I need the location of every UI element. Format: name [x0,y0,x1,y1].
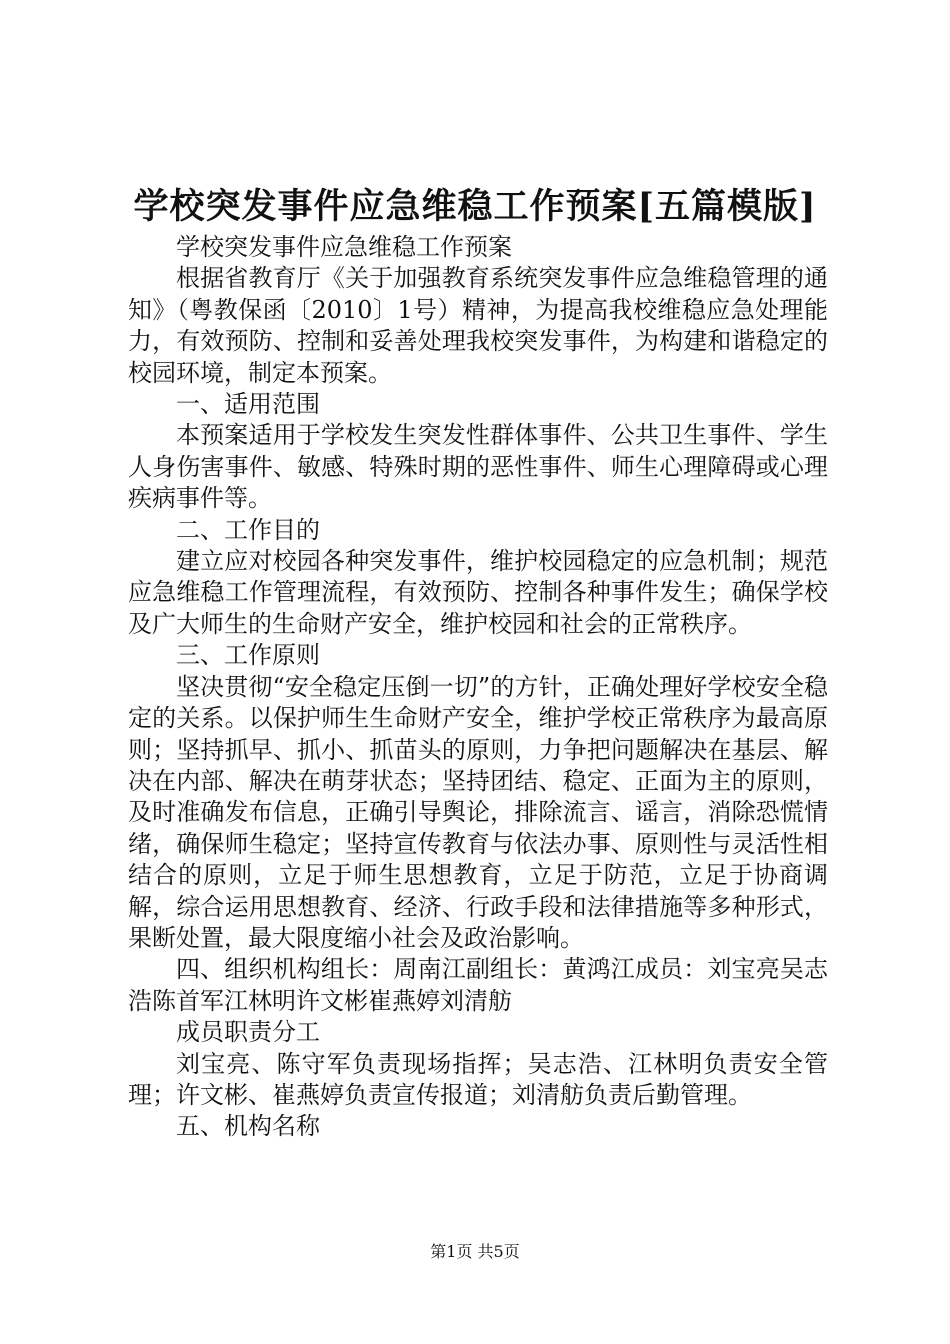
subtitle-paragraph: 学校突发事件应急维稳工作预案 [176,233,512,261]
intro-paragraph: 根据省教育厅《关于加强教育系统突发事件应急维稳管理的通知》（粤教保函〔2010〕1号）精神，为提高我校维稳应急处理能力，有效预防、控制和妥善处理我校突发事件，为构建和谐稳定的校园环境，制定本预案。 [128,264,828,387]
section-heading-scope: 一、适用范围 [176,390,320,419]
organization-paragraph: 四、组织机构组长：周南江副组长：黄鸿江成员：刘宝亮吴志浩陈首军江林明许文彬崔燕婷刘清舫 [128,955,828,1015]
purpose-paragraph: 建立应对校园各种突发事件，维护校园稳定的应急机制；规范应急维稳工作管理流程，有效预防、控制各种事件发生；确保学校及广大师生的生命财产安全，维护校园和社会的正常秩序。 [128,547,828,638]
section-heading-name: 五、机构名称 [176,1112,320,1141]
duties-heading: 成员职责分工 [176,1018,320,1047]
page-number: 第1页 共5页 [430,1242,520,1261]
scope-paragraph: 本预案适用于学校发生突发性群体事件、公共卫生事件、学生人身伤害事件、敏感、特殊时期的恶性事件、师生心理障碍或心理疾病事件等。 [128,421,828,513]
section-heading-purpose: 二、工作目的 [176,515,320,544]
document-title: 学校突发事件应急维稳工作预案[五篇模版] [133,186,817,227]
principles-paragraph: 坚决贯彻“安全稳定压倒一切”的方针，正确处理好学校安全稳定的关系。以保护师生生命财产安全，维护学校正常秩序为最高原则；坚持抓早、抓小、抓苗头的原则，力争把问题解决在基层、解决在内部、解决在萌芽状态；坚持团结、稳定、正面为主的原则，及时准确发布信息，正确引导舆论，排除流言、谣言，消除恐慌情绪，确保师生稳定；坚持宣传教育与依法办事、原则性与灵活性相结合的原则，立足于师生思想教育，立足于防范，立足于协商调解，综合运用思想教育、经济、行政手段和法律措施等多种形式，果断处置，最大限度缩小社会及政治影响。 [128,672,828,952]
document-body [128,232,828,1143]
section-heading-principles: 三、工作原则 [176,641,320,670]
duties-paragraph: 刘宝亮、陈守军负责现场指挥；吴志浩、江林明负责安全管理；许文彬、崔燕婷负责宣传报道；刘清舫负责后勤管理。 [128,1049,828,1109]
